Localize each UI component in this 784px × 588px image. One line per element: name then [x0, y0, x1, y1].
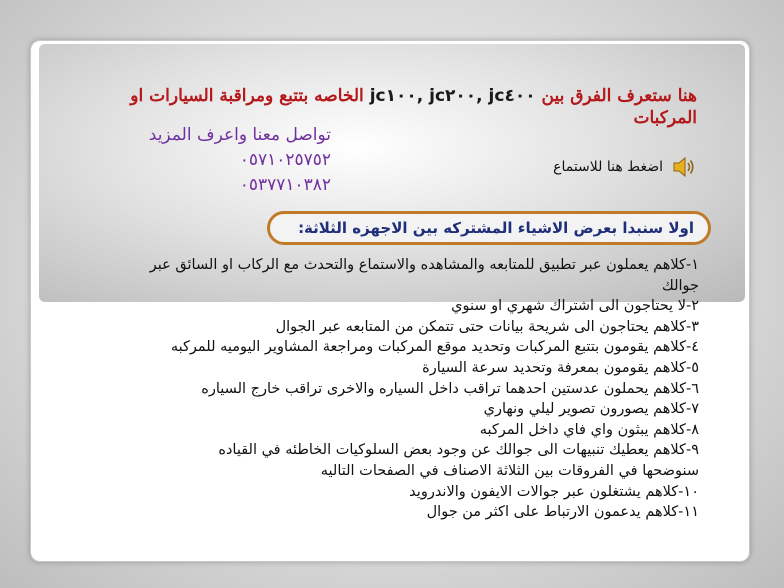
- list-item: ٢-لا يحتاجون الى اشتراك شهري او سنوي: [451, 298, 699, 315]
- slide: [30, 40, 750, 562]
- list-item: ٥-كلاهم يقومون بمعرفة وتحديد سرعة السيارة: [422, 359, 699, 376]
- audio-play-button[interactable]: [553, 154, 697, 180]
- list-item: ١-كلاهم يعملون عبر تطبيق للمتابعه والمشاهده والاستماع والتحدث مع الركاب او السائق عبر جوالك: [149, 257, 699, 294]
- list-item: سنوضحها في الفروقات بين الثلاثة الاصناف في الصفحات التاليه: [320, 462, 699, 479]
- list-item: ١١-كلاهم يدعمون الارتباط على اكثر من جوال: [426, 504, 699, 521]
- list-item: ٨-كلاهم يبثون واي فاي داخل المركبه: [479, 421, 699, 438]
- list-item: ٤-كلاهم يقومون بتتبع المركبات وتحديد موقع المركبات ومراجعة المشاوير اليوميه للمركبه: [170, 339, 699, 356]
- phone-number-2[interactable]: ٠٥٣٧٧١٠٣٨٢: [239, 175, 331, 195]
- list-item: ٣-كلاهم يحتاجون الى شريحة بيانات حتى تتمكن من المتابعه عبر الجوال: [275, 318, 699, 335]
- title-models: jc١٠٠, jc٢٠٠, jc٤٠٠: [369, 86, 536, 106]
- title-suffix: الخاصه بتتبع ومراقبة السيارات او المركبات: [130, 86, 697, 128]
- contact-block: [101, 123, 331, 198]
- title-prefix: هنا ستعرف الفرق بين: [541, 86, 697, 106]
- audio-label: اضغط هنا للاستماع: [553, 159, 663, 175]
- contact-cta: تواصل معنا واعرف المزيد: [148, 125, 331, 145]
- list-item: ٩-كلاهم يعطيك تنبيهات الى جوالك عن وجود بعض السلوكيات الخاطئه في القياده: [218, 442, 699, 459]
- phone-number-1[interactable]: ٠٥٧١٠٢٥٧٥٢: [239, 150, 331, 170]
- speaker-icon[interactable]: [671, 154, 697, 180]
- list-item: ٧-كلاهم يصورون تصوير ليلي ونهاري: [483, 401, 699, 418]
- section-heading: اولا سنبدا بعرض الاشياء المشتركه بين الاجهزه الثلاثة:: [298, 219, 694, 237]
- list-item: ١٠-كلاهم يشتغلون عبر جوالات الايفون والاندرويد: [409, 483, 699, 500]
- list-item: ٦-كلاهم يحملون عدستين احدهما تراقب داخل السياره والاخرى تراقب خارج السياره: [201, 380, 699, 397]
- common-features-list: [119, 255, 699, 523]
- section-heading-pill: [267, 211, 711, 245]
